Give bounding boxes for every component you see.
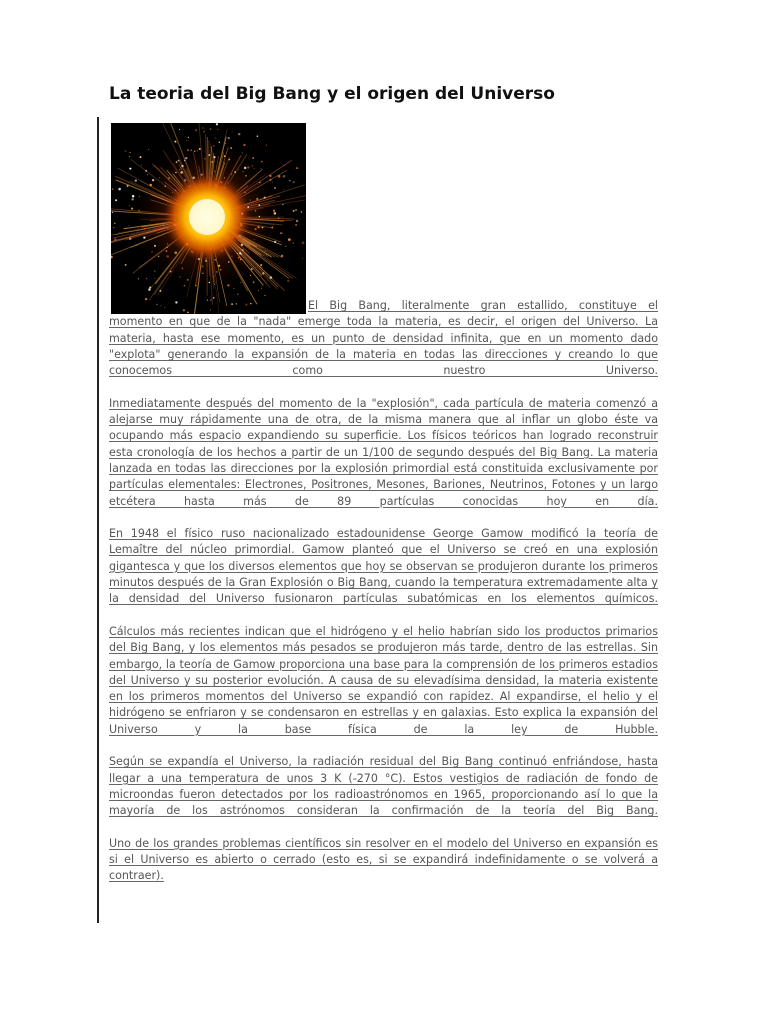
big-bang-explosion-image	[111, 123, 306, 314]
margin-rule	[97, 117, 99, 923]
paragraph-2[interactable]: Inmediatamente después del momento de la "explosión", cada partícula de materia comenzó a alejarse muy rápidamente una de otra, de la misma manera que al inflar un globo éste va ocupando más espacio expandiendo su superficie. Los físicos teóricos han logrado reconstruir esta cronología de los hechos a partir de un 1/100 de segundo después del Big Bang. La materia lanzada en todas las direcciones por la explosión primordial está constituida exclusivamente por partículas elementales: Electrones, Positrones, Mesones, Bariones, Neutrinos, Fotones y un largo etcétera hasta más de 89 partículas conocidas hoy en día.	[109, 396, 658, 508]
explosion-graphic	[111, 123, 306, 314]
page-title: La teoria del Big Bang y el origen del Universo	[109, 84, 555, 104]
article-body	[109, 298, 658, 901]
paragraph-3[interactable]: En 1948 el físico ruso nacionalizado estadounidense George Gamow modificó la teoría de Lemaître del núcleo primordial. Gamow planteó que el Universo se creó en una explosión gigantesca y que los diversos elementos que hoy se observan se produjeron durante los primeros minutos después de la Gran Explosión o Big Bang, cuando la temperatura extremadamente alta y la densidad del Universo fusionaron partículas subatómicas en los elementos químicos.	[109, 527, 658, 606]
paragraph-1[interactable]: El Big Bang, literalmente gran estallido, constituye el momento en que de la "nada" emerge toda la materia, es decir, el origen del Universo. La materia, hasta ese momento, es un punto de densidad infinita, que en un momento dado "explota" generando la expansión de la materia en todas las direcciones y creando lo que conocemos como nuestro Universo.	[109, 299, 658, 378]
paragraph-4[interactable]: Cálculos más recientes indican que el hidrógeno y el helio habrían sido los productos primarios del Big Bang, y los elementos más pesados se produjeron más tarde, dentro de las estrellas. Sin embargo, la teoría de Gamow proporciona una base para la comprensión de los primeros estadios del Universo y su posterior evolución. A causa de su elevadísima densidad, la materia existente en los primeros momentos del Universo se expandió con rapidez. Al expandirse, el helio y el hidrógeno se enfriaron y se condensaron en estrellas y en galaxias. Esto explica la expansión del Universo y la base física de la ley de Hubble.	[109, 624, 658, 736]
paragraph-6[interactable]: Uno de los grandes problemas científicos sin resolver en el modelo del Universo en expansión es si el Universo es abierto o cerrado (esto es, si se expandirá indefinidamente o se volverá a contraer).	[109, 836, 658, 883]
paragraph-5[interactable]: Según se expandía el Universo, la radiación residual del Big Bang continuó enfriándose, hasta llegar a una temperatura de unos 3 K (-270 °C). Estos vestigios de radiación de fondo de microondas fueron detectados por los radioastrónomos en 1965, proporcionando así lo que la mayoría de los astrónomos consideran la confirmación de la teoría del Big Bang.	[109, 755, 658, 818]
